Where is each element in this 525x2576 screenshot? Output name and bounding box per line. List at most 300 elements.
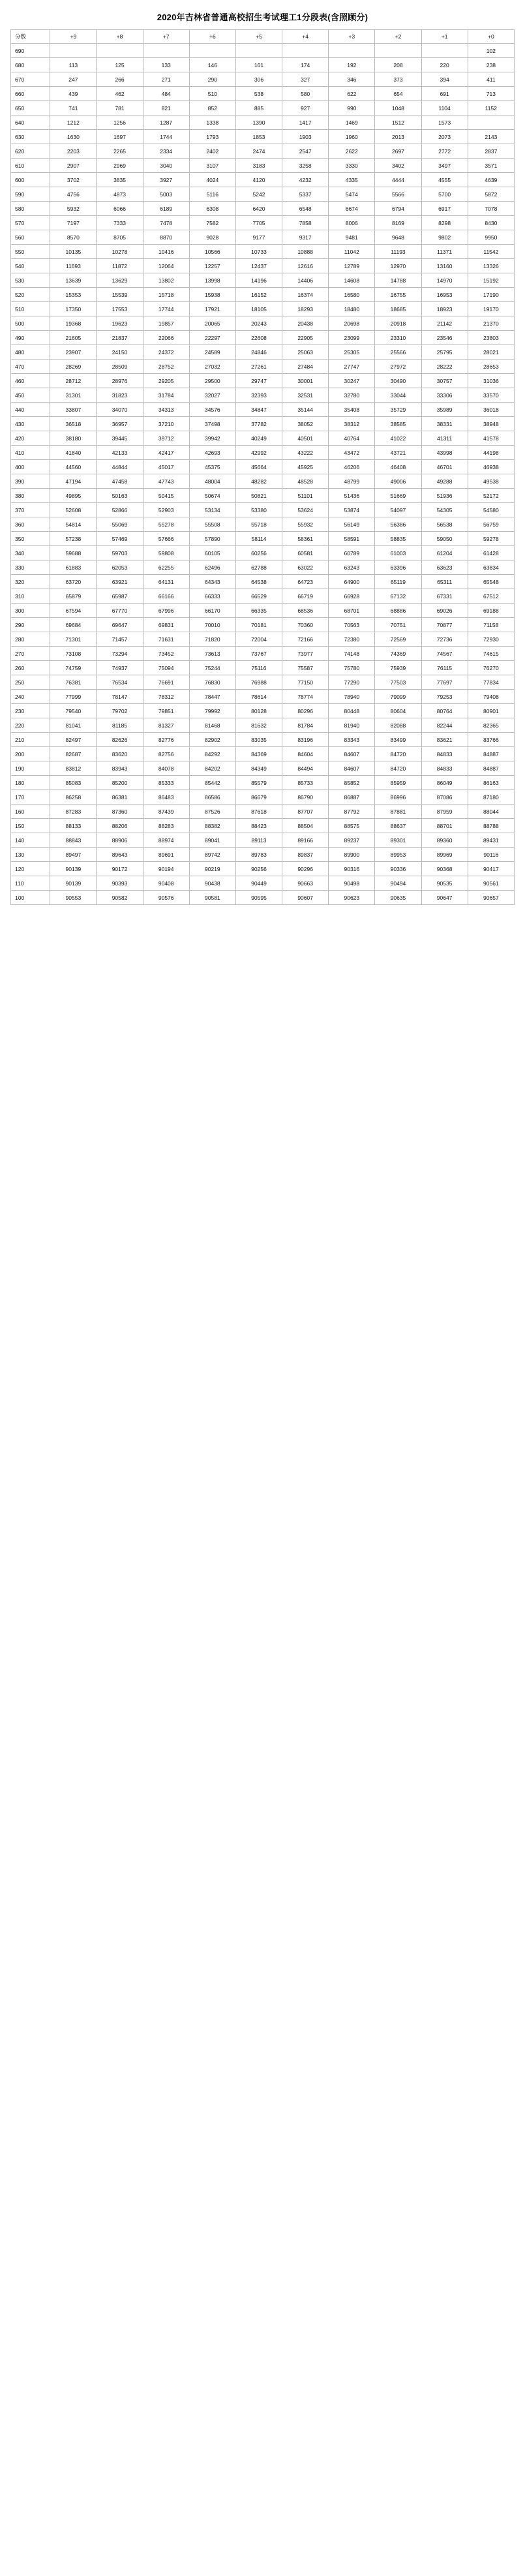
- cumulative-count-cell: 31036: [468, 374, 514, 388]
- cumulative-count-cell: 89041: [189, 833, 235, 848]
- cumulative-count-cell: 89953: [375, 848, 421, 862]
- cumulative-count-cell: 89237: [329, 833, 375, 848]
- table-row: [11, 144, 515, 159]
- cumulative-count-cell: 84202: [189, 761, 235, 776]
- table-row: [11, 618, 515, 632]
- cumulative-count-cell: 1960: [329, 130, 375, 144]
- cumulative-count-cell: 40501: [282, 431, 329, 446]
- table-row: [11, 661, 515, 675]
- cumulative-count-cell: 87439: [143, 805, 189, 819]
- cumulative-count-cell: 67331: [421, 589, 468, 604]
- cumulative-count-cell: 37498: [189, 417, 235, 431]
- cumulative-count-cell: 38180: [50, 431, 97, 446]
- cumulative-count-cell: 484: [143, 87, 189, 101]
- cumulative-count-cell: 75780: [329, 661, 375, 675]
- cumulative-count-cell: 82497: [50, 733, 97, 747]
- column-header-plus2: +2: [375, 30, 421, 44]
- table-row: [11, 360, 515, 374]
- cumulative-count-cell: 6420: [235, 202, 282, 216]
- page-container: [0, 0, 525, 918]
- cumulative-count-cell: 76988: [235, 675, 282, 690]
- table-row: [11, 604, 515, 618]
- cumulative-count-cell: 36018: [468, 403, 514, 417]
- cumulative-count-cell: 22297: [189, 331, 235, 345]
- cumulative-count-cell: 85083: [50, 776, 97, 790]
- cumulative-count-cell: 10888: [282, 245, 329, 259]
- cumulative-count-cell: 50163: [97, 489, 143, 503]
- cumulative-count-cell: 15353: [50, 288, 97, 302]
- cumulative-count-cell: [235, 44, 282, 58]
- cumulative-count-cell: 990: [329, 101, 375, 115]
- table-row: [11, 560, 515, 575]
- cumulative-count-cell: 58835: [375, 532, 421, 546]
- cumulative-count-cell: 21142: [421, 316, 468, 331]
- cumulative-count-cell: 87618: [235, 805, 282, 819]
- cumulative-count-cell: 125: [97, 58, 143, 72]
- table-row: [11, 833, 515, 848]
- cumulative-count-cell: 68701: [329, 604, 375, 618]
- cumulative-count-cell: 38312: [329, 417, 375, 431]
- table-row: [11, 690, 515, 704]
- row-score-label: 600: [11, 173, 50, 187]
- table-row: [11, 460, 515, 474]
- cumulative-count-cell: 77290: [329, 675, 375, 690]
- cumulative-count-cell: 46206: [329, 460, 375, 474]
- row-score-label: 510: [11, 302, 50, 316]
- table-row: [11, 647, 515, 661]
- cumulative-count-cell: 42417: [143, 446, 189, 460]
- table-row: [11, 403, 515, 417]
- cumulative-count-cell: 3927: [143, 173, 189, 187]
- cumulative-count-cell: 69684: [50, 618, 97, 632]
- table-header: [11, 30, 515, 44]
- cumulative-count-cell: 2203: [50, 144, 97, 159]
- cumulative-count-cell: 713: [468, 87, 514, 101]
- cumulative-count-cell: 61003: [375, 546, 421, 560]
- table-row: [11, 819, 515, 833]
- cumulative-count-cell: 79408: [468, 690, 514, 704]
- cumulative-count-cell: 89783: [235, 848, 282, 862]
- table-row: [11, 862, 515, 876]
- table-row: [11, 259, 515, 273]
- row-score-label: 650: [11, 101, 50, 115]
- cumulative-count-cell: 4120: [235, 173, 282, 187]
- cumulative-count-cell: 5474: [329, 187, 375, 202]
- cumulative-count-cell: 60256: [235, 546, 282, 560]
- row-score-label: 410: [11, 446, 50, 460]
- cumulative-count-cell: 82687: [50, 747, 97, 761]
- cumulative-count-cell: 622: [329, 87, 375, 101]
- cumulative-count-cell: 73613: [189, 647, 235, 661]
- cumulative-count-cell: 13160: [421, 259, 468, 273]
- cumulative-count-cell: 78312: [143, 690, 189, 704]
- cumulative-count-cell: 82756: [143, 747, 189, 761]
- cumulative-count-cell: 83943: [97, 761, 143, 776]
- cumulative-count-cell: 1390: [235, 115, 282, 130]
- cumulative-count-cell: 6189: [143, 202, 189, 216]
- cumulative-count-cell: 3183: [235, 159, 282, 173]
- cumulative-count-cell: 61204: [421, 546, 468, 560]
- cumulative-count-cell: 80604: [375, 704, 421, 718]
- row-score-label: 330: [11, 560, 50, 575]
- cumulative-count-cell: 66529: [235, 589, 282, 604]
- cumulative-count-cell: 88504: [282, 819, 329, 833]
- cumulative-count-cell: 27032: [189, 360, 235, 374]
- cumulative-count-cell: 79702: [97, 704, 143, 718]
- table-row: [11, 87, 515, 101]
- cumulative-count-cell: 30490: [375, 374, 421, 388]
- cumulative-count-cell: 5872: [468, 187, 514, 202]
- cumulative-count-cell: 60581: [282, 546, 329, 560]
- cumulative-count-cell: 290: [189, 72, 235, 87]
- cumulative-count-cell: 83499: [375, 733, 421, 747]
- cumulative-count-cell: 90607: [282, 891, 329, 905]
- cumulative-count-cell: 76270: [468, 661, 514, 675]
- cumulative-count-cell: 73108: [50, 647, 97, 661]
- cumulative-count-cell: 23310: [375, 331, 421, 345]
- cumulative-count-cell: 14196: [235, 273, 282, 288]
- cumulative-count-cell: 76691: [143, 675, 189, 690]
- cumulative-count-cell: 73452: [143, 647, 189, 661]
- cumulative-count-cell: 72736: [421, 632, 468, 647]
- table-row: [11, 58, 515, 72]
- row-score-label: 240: [11, 690, 50, 704]
- cumulative-count-cell: 23546: [421, 331, 468, 345]
- cumulative-count-cell: 31301: [50, 388, 97, 403]
- row-score-label: 320: [11, 575, 50, 589]
- cumulative-count-cell: 58114: [235, 532, 282, 546]
- cumulative-count-cell: 741: [50, 101, 97, 115]
- row-score-label: 460: [11, 374, 50, 388]
- cumulative-count-cell: 75587: [282, 661, 329, 675]
- cumulative-count-cell: 1287: [143, 115, 189, 130]
- row-score-label: 280: [11, 632, 50, 647]
- cumulative-count-cell: 49538: [468, 474, 514, 489]
- cumulative-count-cell: 90296: [282, 862, 329, 876]
- cumulative-count-cell: 77150: [282, 675, 329, 690]
- table-row: [11, 101, 515, 115]
- cumulative-count-cell: 90393: [97, 876, 143, 891]
- row-score-label: 550: [11, 245, 50, 259]
- cumulative-count-cell: 57469: [97, 532, 143, 546]
- cumulative-count-cell: 45664: [235, 460, 282, 474]
- cumulative-count-cell: 84720: [375, 747, 421, 761]
- cumulative-count-cell: 88843: [50, 833, 97, 848]
- cumulative-count-cell: 1512: [375, 115, 421, 130]
- cumulative-count-cell: 46408: [375, 460, 421, 474]
- cumulative-count-cell: 821: [143, 101, 189, 115]
- cumulative-count-cell: 84604: [282, 747, 329, 761]
- row-score-label: 230: [11, 704, 50, 718]
- table-row: [11, 503, 515, 517]
- cumulative-count-cell: 90494: [375, 876, 421, 891]
- cumulative-count-cell: 11193: [375, 245, 421, 259]
- cumulative-count-cell: 25305: [329, 345, 375, 360]
- cumulative-count-cell: 12616: [282, 259, 329, 273]
- cumulative-count-cell: 66719: [282, 589, 329, 604]
- cumulative-count-cell: 66166: [143, 589, 189, 604]
- cumulative-count-cell: 77697: [421, 675, 468, 690]
- cumulative-count-cell: 63834: [468, 560, 514, 575]
- cumulative-count-cell: 14788: [375, 273, 421, 288]
- cumulative-count-cell: 90535: [421, 876, 468, 891]
- cumulative-count-cell: 49288: [421, 474, 468, 489]
- cumulative-count-cell: 6308: [189, 202, 235, 216]
- cumulative-count-cell: 79099: [375, 690, 421, 704]
- cumulative-count-cell: 54305: [421, 503, 468, 517]
- cumulative-count-cell: 9481: [329, 230, 375, 245]
- cumulative-count-cell: 18685: [375, 302, 421, 316]
- cumulative-count-cell: 87360: [97, 805, 143, 819]
- cumulative-count-cell: 7705: [235, 216, 282, 230]
- cumulative-count-cell: 20918: [375, 316, 421, 331]
- cumulative-count-cell: 89837: [282, 848, 329, 862]
- cumulative-count-cell: 72166: [282, 632, 329, 647]
- cumulative-count-cell: 72930: [468, 632, 514, 647]
- cumulative-count-cell: 38331: [421, 417, 468, 431]
- cumulative-count-cell: 90449: [235, 876, 282, 891]
- cumulative-count-cell: 146: [189, 58, 235, 72]
- cumulative-count-cell: 47743: [143, 474, 189, 489]
- cumulative-count-cell: 7858: [282, 216, 329, 230]
- cumulative-count-cell: 48282: [235, 474, 282, 489]
- cumulative-count-cell: 28752: [143, 360, 189, 374]
- row-score-label: 430: [11, 417, 50, 431]
- cumulative-count-cell: 81784: [282, 718, 329, 733]
- cumulative-count-cell: 48004: [189, 474, 235, 489]
- cumulative-count-cell: 84720: [375, 761, 421, 776]
- row-score-label: 520: [11, 288, 50, 302]
- cumulative-count-cell: 174: [282, 58, 329, 72]
- cumulative-count-cell: 35144: [282, 403, 329, 417]
- cumulative-count-cell: 16755: [375, 288, 421, 302]
- cumulative-count-cell: 59688: [50, 546, 97, 560]
- cumulative-count-cell: 89360: [421, 833, 468, 848]
- cumulative-count-cell: 83621: [421, 733, 468, 747]
- cumulative-count-cell: 53134: [189, 503, 235, 517]
- row-score-label: 100: [11, 891, 50, 905]
- cumulative-count-cell: 51436: [329, 489, 375, 503]
- cumulative-count-cell: 71301: [50, 632, 97, 647]
- cumulative-count-cell: 77503: [375, 675, 421, 690]
- cumulative-count-cell: 23907: [50, 345, 97, 360]
- cumulative-count-cell: 74148: [329, 647, 375, 661]
- cumulative-count-cell: 9802: [421, 230, 468, 245]
- cumulative-count-cell: 4756: [50, 187, 97, 202]
- cumulative-count-cell: 78147: [97, 690, 143, 704]
- cumulative-count-cell: 5337: [282, 187, 329, 202]
- cumulative-count-cell: 63243: [329, 560, 375, 575]
- cumulative-count-cell: 10733: [235, 245, 282, 259]
- cumulative-count-cell: 79992: [189, 704, 235, 718]
- cumulative-count-cell: 84833: [421, 747, 468, 761]
- cumulative-count-cell: 22066: [143, 331, 189, 345]
- cumulative-count-cell: 84292: [189, 747, 235, 761]
- cumulative-count-cell: 53874: [329, 503, 375, 517]
- table-row: [11, 374, 515, 388]
- cumulative-count-cell: 28653: [468, 360, 514, 374]
- cumulative-count-cell: [421, 44, 468, 58]
- cumulative-count-cell: 59703: [97, 546, 143, 560]
- cumulative-count-cell: 19857: [143, 316, 189, 331]
- row-score-label: 220: [11, 718, 50, 733]
- cumulative-count-cell: 50415: [143, 489, 189, 503]
- cumulative-count-cell: 2697: [375, 144, 421, 159]
- cumulative-count-cell: 12257: [189, 259, 235, 273]
- row-score-label: 150: [11, 819, 50, 833]
- cumulative-count-cell: 6674: [329, 202, 375, 216]
- cumulative-count-cell: 64723: [282, 575, 329, 589]
- row-score-label: 620: [11, 144, 50, 159]
- cumulative-count-cell: 411: [468, 72, 514, 87]
- cumulative-count-cell: 84607: [329, 747, 375, 761]
- cumulative-count-cell: 9028: [189, 230, 235, 245]
- column-header-plus9: +9: [50, 30, 97, 44]
- cumulative-count-cell: 71158: [468, 618, 514, 632]
- cumulative-count-cell: 77999: [50, 690, 97, 704]
- table-row: [11, 575, 515, 589]
- cumulative-count-cell: 85733: [282, 776, 329, 790]
- cumulative-count-cell: 89497: [50, 848, 97, 862]
- table-row: [11, 747, 515, 761]
- cumulative-count-cell: 87180: [468, 790, 514, 805]
- cumulative-count-cell: 20438: [282, 316, 329, 331]
- cumulative-count-cell: 35408: [329, 403, 375, 417]
- cumulative-count-cell: 69831: [143, 618, 189, 632]
- cumulative-count-cell: 81940: [329, 718, 375, 733]
- cumulative-count-cell: 2013: [375, 130, 421, 144]
- table-row: [11, 388, 515, 403]
- cumulative-count-cell: 45925: [282, 460, 329, 474]
- table-row: [11, 776, 515, 790]
- cumulative-count-cell: 32531: [282, 388, 329, 403]
- cumulative-count-cell: 47194: [50, 474, 97, 489]
- row-score-label: 470: [11, 360, 50, 374]
- cumulative-count-cell: 15718: [143, 288, 189, 302]
- cumulative-count-cell: 84887: [468, 761, 514, 776]
- cumulative-count-cell: 28509: [97, 360, 143, 374]
- cumulative-count-cell: 66333: [189, 589, 235, 604]
- cumulative-count-cell: 81632: [235, 718, 282, 733]
- cumulative-count-cell: 89742: [189, 848, 235, 862]
- cumulative-count-cell: 83812: [50, 761, 97, 776]
- cumulative-count-cell: 82902: [189, 733, 235, 747]
- cumulative-count-cell: 33807: [50, 403, 97, 417]
- cumulative-count-cell: 90336: [375, 862, 421, 876]
- cumulative-count-cell: 4555: [421, 173, 468, 187]
- cumulative-count-cell: 63720: [50, 575, 97, 589]
- cumulative-count-cell: 41022: [375, 431, 421, 446]
- cumulative-count-cell: 90116: [468, 848, 514, 862]
- cumulative-count-cell: 852: [189, 101, 235, 115]
- cumulative-count-cell: 82244: [421, 718, 468, 733]
- cumulative-count-cell: 3258: [282, 159, 329, 173]
- cumulative-count-cell: 27261: [235, 360, 282, 374]
- table-row: [11, 331, 515, 345]
- cumulative-count-cell: 52866: [97, 503, 143, 517]
- column-header-score: 分数: [11, 30, 50, 44]
- column-header-plus8: +8: [97, 30, 143, 44]
- cumulative-count-cell: 12064: [143, 259, 189, 273]
- cumulative-count-cell: 60789: [329, 546, 375, 560]
- cumulative-count-cell: 462: [97, 87, 143, 101]
- cumulative-count-cell: 73294: [97, 647, 143, 661]
- cumulative-count-cell: 69188: [468, 604, 514, 618]
- cumulative-count-cell: 3402: [375, 159, 421, 173]
- cumulative-count-cell: 27747: [329, 360, 375, 374]
- cumulative-count-cell: 81185: [97, 718, 143, 733]
- cumulative-count-cell: 53380: [235, 503, 282, 517]
- cumulative-count-cell: 52172: [468, 489, 514, 503]
- cumulative-count-cell: 16152: [235, 288, 282, 302]
- column-header-plus5: +5: [235, 30, 282, 44]
- cumulative-count-cell: 72569: [375, 632, 421, 647]
- cumulative-count-cell: 71820: [189, 632, 235, 647]
- cumulative-count-cell: 86049: [421, 776, 468, 790]
- row-score-label: 420: [11, 431, 50, 446]
- cumulative-count-cell: 78940: [329, 690, 375, 704]
- cumulative-count-cell: 87526: [189, 805, 235, 819]
- cumulative-count-cell: 4024: [189, 173, 235, 187]
- cumulative-count-cell: 40764: [329, 431, 375, 446]
- cumulative-count-cell: 1744: [143, 130, 189, 144]
- cumulative-count-cell: [189, 44, 235, 58]
- cumulative-count-cell: 885: [235, 101, 282, 115]
- cumulative-count-cell: 21837: [97, 331, 143, 345]
- cumulative-count-cell: 84369: [235, 747, 282, 761]
- cumulative-count-cell: 7333: [97, 216, 143, 230]
- cumulative-count-cell: 510: [189, 87, 235, 101]
- row-score-label: 290: [11, 618, 50, 632]
- cumulative-count-cell: 90498: [329, 876, 375, 891]
- cumulative-count-cell: 83343: [329, 733, 375, 747]
- row-score-label: 670: [11, 72, 50, 87]
- cumulative-count-cell: 44198: [468, 446, 514, 460]
- cumulative-count-cell: 15539: [97, 288, 143, 302]
- cumulative-count-cell: 56538: [421, 517, 468, 532]
- cumulative-count-cell: 10278: [97, 245, 143, 259]
- row-score-label: 140: [11, 833, 50, 848]
- cumulative-count-cell: 208: [375, 58, 421, 72]
- cumulative-count-cell: 17921: [189, 302, 235, 316]
- cumulative-count-cell: 90438: [189, 876, 235, 891]
- table-row: [11, 517, 515, 532]
- row-score-label: 260: [11, 661, 50, 675]
- cumulative-count-cell: 90561: [468, 876, 514, 891]
- cumulative-count-cell: 88974: [143, 833, 189, 848]
- cumulative-count-cell: 161: [235, 58, 282, 72]
- cumulative-count-cell: 19368: [50, 316, 97, 331]
- cumulative-count-cell: 89969: [421, 848, 468, 862]
- cumulative-count-cell: 66170: [189, 604, 235, 618]
- cumulative-count-cell: 2474: [235, 144, 282, 159]
- cumulative-count-cell: 88788: [468, 819, 514, 833]
- cumulative-count-cell: 37210: [143, 417, 189, 431]
- cumulative-count-cell: 83035: [235, 733, 282, 747]
- cumulative-count-cell: 439: [50, 87, 97, 101]
- cumulative-count-cell: 68536: [282, 604, 329, 618]
- cumulative-count-cell: 62496: [189, 560, 235, 575]
- cumulative-count-cell: 67132: [375, 589, 421, 604]
- cumulative-count-cell: 88575: [329, 819, 375, 833]
- cumulative-count-cell: 88637: [375, 819, 421, 833]
- cumulative-count-cell: 8169: [375, 216, 421, 230]
- cumulative-count-cell: 5242: [235, 187, 282, 202]
- row-score-label: 300: [11, 604, 50, 618]
- cumulative-count-cell: 30247: [329, 374, 375, 388]
- cumulative-count-cell: 85333: [143, 776, 189, 790]
- cumulative-count-cell: 654: [375, 87, 421, 101]
